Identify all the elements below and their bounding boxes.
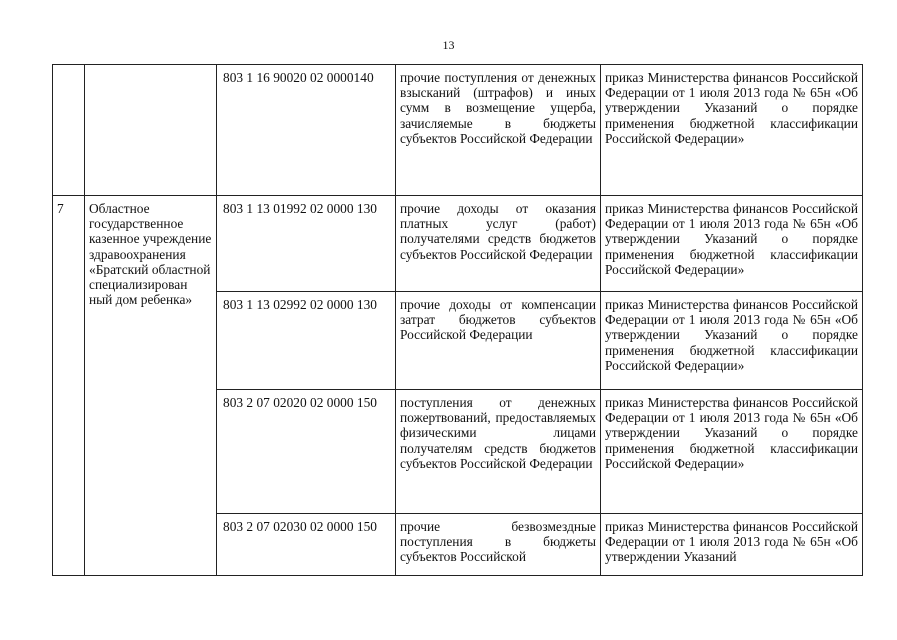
code-cell: 803 1 16 90020 02 0000140 [217, 65, 396, 196]
basis-cell: приказ Министерства финансов Российской Федерации от 1 июля 2013 года № 65н «Об утверждении Указаний о порядке применения бюджетной классификации Российской Федерации» [601, 65, 863, 196]
description-cell: прочие безвозмездные поступления в бюджеты субъектов Российской [396, 514, 601, 576]
row-number-cell: 7 [53, 196, 85, 576]
description-cell: прочие доходы от оказания платных услуг (работ) получателями средств бюджетов субъектов Российской Федерации [396, 196, 601, 292]
page-number: 13 [442, 38, 455, 52]
basis-cell: приказ Министерства финансов Российской Федерации от 1 июля 2013 года № 65н «Об утверждении Указаний о порядке применения бюджетной классификации Российской Федерации» [601, 390, 863, 514]
basis-cell: приказ Министерства финансов Российской Федерации от 1 июля 2013 года № 65н «Об утверждении Указаний [601, 514, 863, 576]
description-cell: прочие доходы от компенсации затрат бюджетов субъектов Российской Федерации [396, 292, 601, 390]
code-cell: 803 1 13 02992 02 0000 130 [217, 292, 396, 390]
basis-cell: приказ Министерства финансов Российской Федерации от 1 июля 2013 года № 65н «Об утверждении Указаний о порядке применения бюджетной классификации Российской Федерации» [601, 196, 863, 292]
description-cell: поступления от денежных пожертвований, предоставляемых физическими лицами получателям средств бюджетов субъектов Российской Федерации [396, 390, 601, 514]
table-row [53, 196, 863, 292]
basis-cell: приказ Министерства финансов Российской Федерации от 1 июля 2013 года № 65н «Об утверждении Указаний о порядке применения бюджетной классификации Российской Федерации» [601, 292, 863, 390]
code-cell: 803 2 07 02030 02 0000 150 [217, 514, 396, 576]
description-cell: прочие поступления от денежных взысканий (штрафов) и иных сумм в возмещение ущерба, зачисляемые в бюджеты субъектов Российской Федерации [396, 65, 601, 196]
organization-cell [85, 65, 217, 196]
organization-cell: Областное государственное казенное учреждение здравоохранения «Братский областной специализирован ный дом ребенка» [85, 196, 217, 576]
table-row [53, 65, 863, 196]
code-cell: 803 1 13 01992 02 0000 130 [217, 196, 396, 292]
row-number-cell [53, 65, 85, 196]
code-cell: 803 2 07 02020 02 0000 150 [217, 390, 396, 514]
revenue-table [52, 64, 863, 576]
